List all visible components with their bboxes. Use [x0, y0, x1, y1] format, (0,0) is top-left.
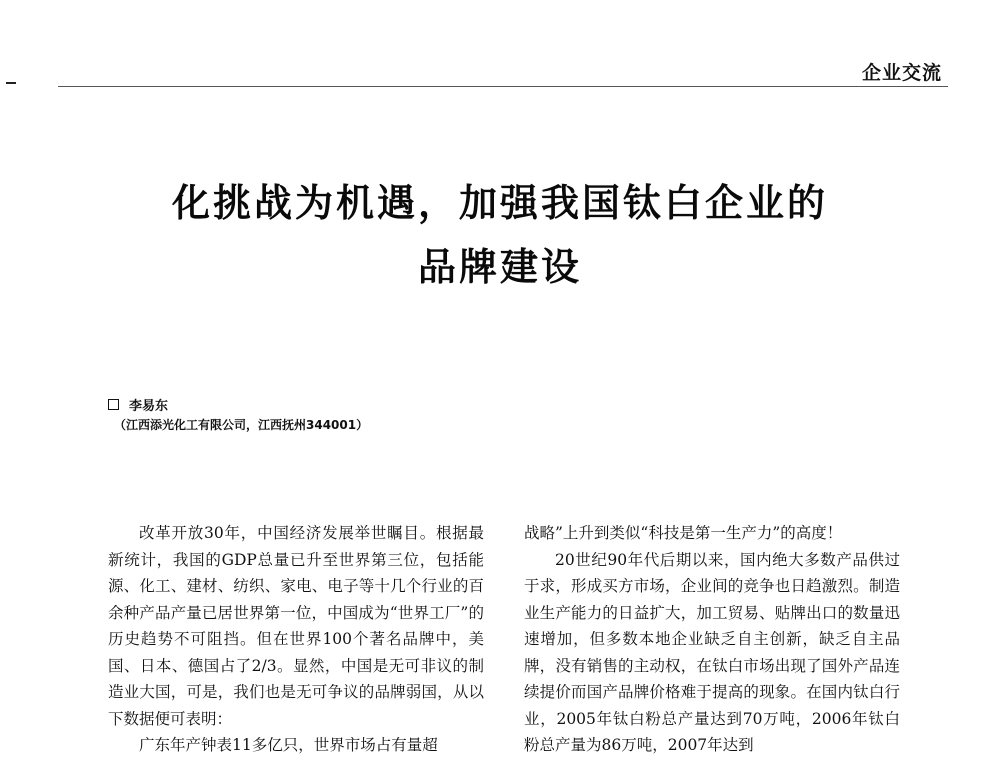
paragraph-continued: 战略”上升到类似“科技是第一生产力”的高度！ [524, 524, 843, 542]
section-label: 企业交流 [861, 62, 942, 84]
body-column-right [524, 520, 900, 759]
paragraph: 20世纪90年代后期以来，国内绝大多数产品供过于求，形成买方市场，企业间的竞争也日趋激烈。制造业生产能力的日益扩大，加工贸易、贴牌出口的数量迅速增加，但多数本地企业缺乏自主创新，缺乏自主品牌，没有销售的主动权，在钛白市场出现了国外产品连续提价而国产品牌价格难于提高的现象。在国内钛白行业，2005年钛白粉总产量达到70万吨，2006年钛白粉总产量为86万吨，2007年达到 [524, 550, 900, 754]
article-title-line-2: 品牌建设 [417, 245, 582, 289]
author-name: 李易东 [129, 399, 169, 414]
author-line [108, 395, 168, 414]
header-dash [6, 82, 16, 84]
author-affiliation: （江西添光化工有限公司，江西抚州344001） [114, 418, 369, 432]
article-title-line-1: 化挑战为机遇，加强我国钛白企业的 [171, 181, 828, 225]
body-column-left [108, 520, 484, 759]
paragraph: 改革开放30年，中国经济发展举世瞩目。根据最新统计，我国的GDP总量已升至世界第三位，包括能源、化工、建材、纺织、家电、电子等十几个行业的百余种产品产量已居世界第一位，中国成为“世界工厂”的历史趋势不可阻挡。但在世界100个著名品牌中，美国、日本、德国占了2/3。显然，中国是无可非议的制造业大国，可是，我们也是无可争议的品牌弱国，从以下数据便可表明： [108, 524, 484, 728]
paragraph: 广东年产钟表11多亿只，世界市场占有量超 [139, 736, 438, 754]
header-rule [58, 86, 948, 87]
author-box-icon [108, 399, 119, 410]
